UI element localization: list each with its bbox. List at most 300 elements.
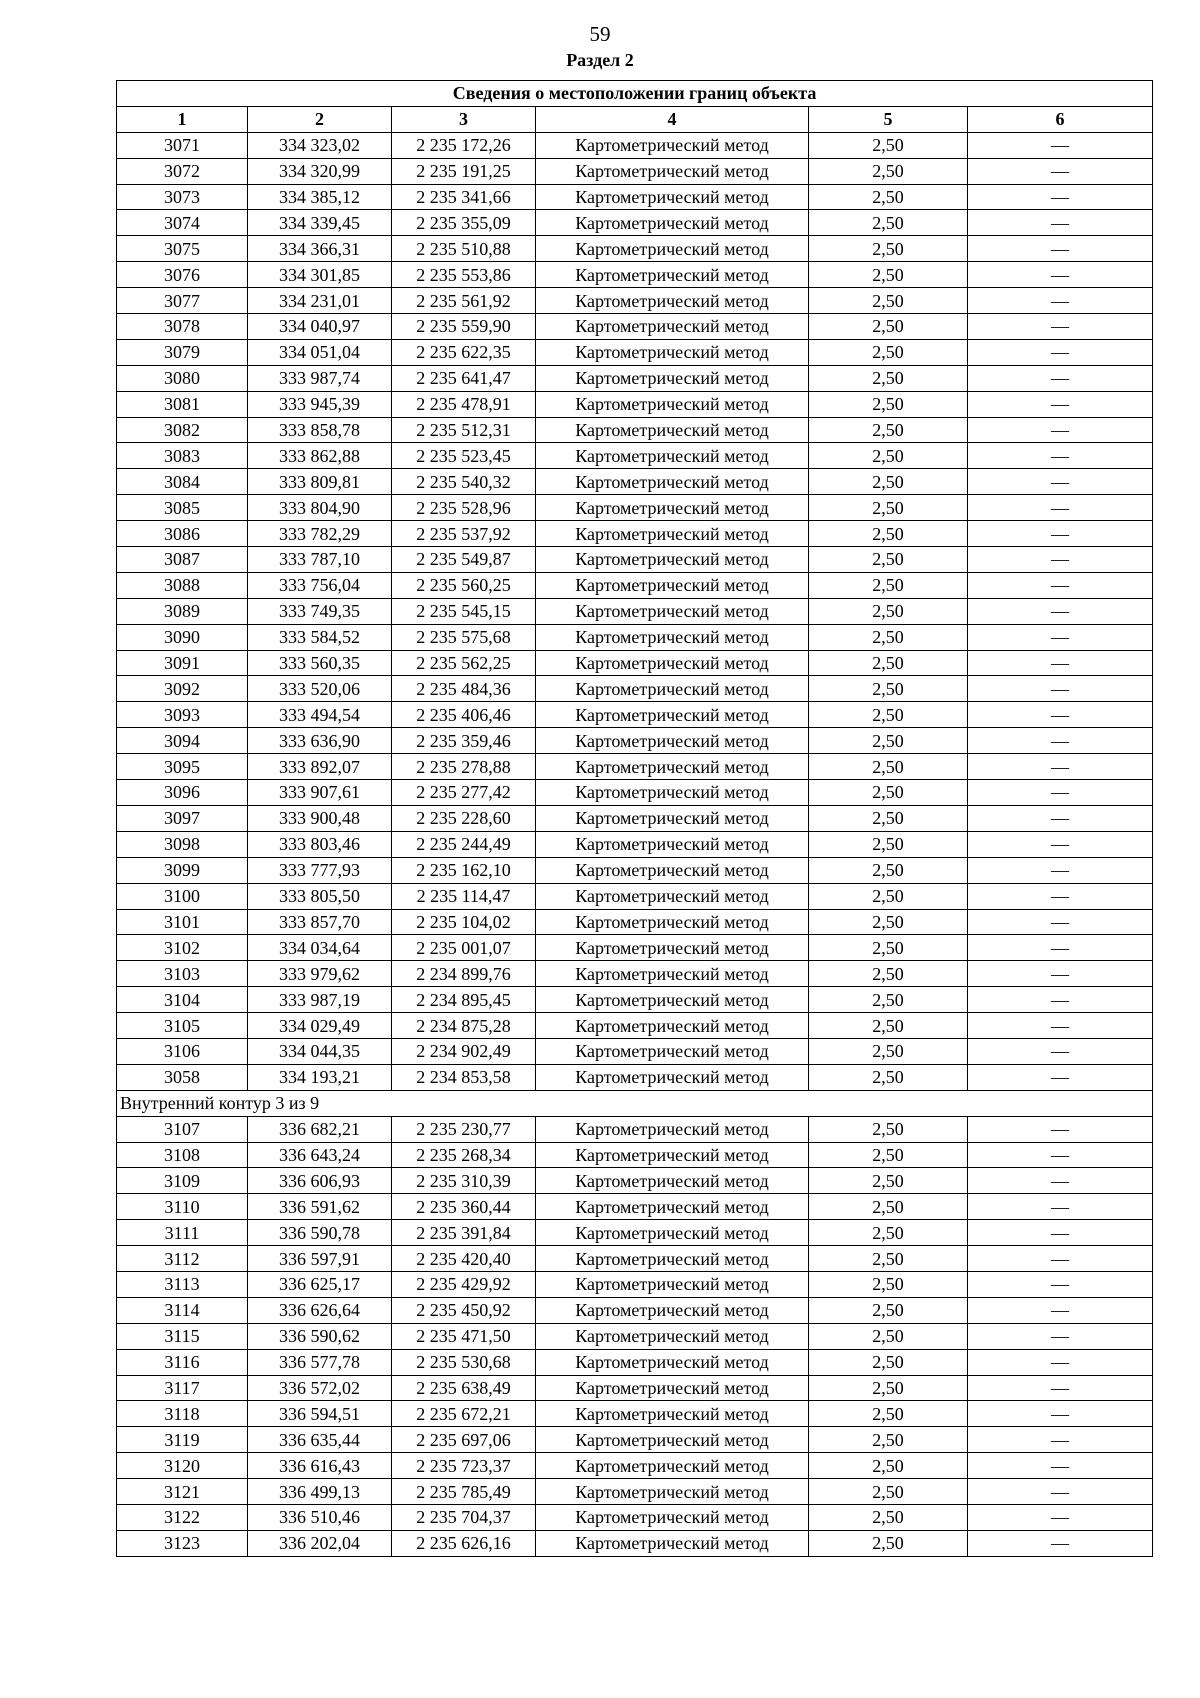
y-coordinate-cell: 2 235 114,47	[392, 883, 536, 909]
table-row	[117, 314, 1153, 340]
point-number-cell: 3118	[117, 1401, 248, 1427]
table-row	[117, 495, 1153, 521]
table-row	[117, 443, 1153, 469]
point-number-cell: 3107	[117, 1116, 248, 1142]
method-cell: Картометрический метод	[536, 469, 809, 495]
accuracy-cell: 2,50	[809, 831, 968, 857]
y-coordinate-cell: 2 235 672,21	[392, 1401, 536, 1427]
point-number-cell: 3090	[117, 624, 248, 650]
x-coordinate-cell: 334 231,01	[248, 288, 392, 314]
y-coordinate-cell: 2 235 450,92	[392, 1297, 536, 1323]
accuracy-cell: 2,50	[809, 1013, 968, 1039]
description-cell: —	[968, 676, 1153, 702]
table-row	[117, 987, 1153, 1013]
point-number-cell: 3093	[117, 702, 248, 728]
x-coordinate-cell: 334 320,99	[248, 158, 392, 184]
x-coordinate-cell: 333 900,48	[248, 805, 392, 831]
method-cell: Картометрический метод	[536, 288, 809, 314]
y-coordinate-cell: 2 235 622,35	[392, 339, 536, 365]
method-cell: Картометрический метод	[536, 987, 809, 1013]
method-cell: Картометрический метод	[536, 495, 809, 521]
accuracy-cell: 2,50	[809, 1349, 968, 1375]
y-coordinate-cell: 2 235 723,37	[392, 1453, 536, 1479]
accuracy-cell: 2,50	[809, 1323, 968, 1349]
x-coordinate-cell: 334 301,85	[248, 262, 392, 288]
boundary-coordinates-table	[116, 80, 1153, 1557]
table-body	[117, 132, 1153, 1556]
description-cell: —	[968, 210, 1153, 236]
description-cell: —	[968, 184, 1153, 210]
y-coordinate-cell: 2 235 626,16	[392, 1530, 536, 1556]
description-cell: —	[968, 339, 1153, 365]
x-coordinate-cell: 336 591,62	[248, 1194, 392, 1220]
description-cell: —	[968, 1401, 1153, 1427]
accuracy-cell: 2,50	[809, 702, 968, 728]
description-cell: —	[968, 443, 1153, 469]
method-cell: Картометрический метод	[536, 1168, 809, 1194]
accuracy-cell: 2,50	[809, 961, 968, 987]
accuracy-cell: 2,50	[809, 1194, 968, 1220]
table-row	[117, 1349, 1153, 1375]
method-cell: Картометрический метод	[536, 443, 809, 469]
accuracy-cell: 2,50	[809, 1116, 968, 1142]
y-coordinate-cell: 2 234 902,49	[392, 1038, 536, 1064]
accuracy-cell: 2,50	[809, 883, 968, 909]
y-coordinate-cell: 2 235 559,90	[392, 314, 536, 340]
point-number-cell: 3116	[117, 1349, 248, 1375]
method-cell: Картометрический метод	[536, 547, 809, 573]
accuracy-cell: 2,50	[809, 572, 968, 598]
accuracy-cell: 2,50	[809, 987, 968, 1013]
description-cell: —	[968, 1504, 1153, 1530]
y-coordinate-cell: 2 235 553,86	[392, 262, 536, 288]
accuracy-cell: 2,50	[809, 236, 968, 262]
table-caption-row	[117, 81, 1153, 107]
column-header: 4	[536, 106, 809, 132]
table-row	[117, 572, 1153, 598]
description-cell: —	[968, 598, 1153, 624]
accuracy-cell: 2,50	[809, 935, 968, 961]
description-cell: —	[968, 1064, 1153, 1090]
method-cell: Картометрический метод	[536, 365, 809, 391]
x-coordinate-cell: 333 945,39	[248, 391, 392, 417]
description-cell: —	[968, 521, 1153, 547]
y-coordinate-cell: 2 235 191,25	[392, 158, 536, 184]
y-coordinate-cell: 2 235 512,31	[392, 417, 536, 443]
point-number-cell: 3089	[117, 598, 248, 624]
point-number-cell: 3104	[117, 987, 248, 1013]
method-cell: Картометрический метод	[536, 132, 809, 158]
column-header: 2	[248, 106, 392, 132]
y-coordinate-cell: 2 234 853,58	[392, 1064, 536, 1090]
point-number-cell: 3102	[117, 935, 248, 961]
method-cell: Картометрический метод	[536, 780, 809, 806]
description-cell: —	[968, 547, 1153, 573]
description-cell: —	[968, 909, 1153, 935]
point-number-cell: 3095	[117, 754, 248, 780]
table-row	[117, 469, 1153, 495]
method-cell: Картометрический метод	[536, 1504, 809, 1530]
y-coordinate-cell: 2 235 278,88	[392, 754, 536, 780]
x-coordinate-cell: 333 782,29	[248, 521, 392, 547]
point-number-cell: 3100	[117, 883, 248, 909]
x-coordinate-cell: 334 040,97	[248, 314, 392, 340]
point-number-cell: 3072	[117, 158, 248, 184]
description-cell: —	[968, 1246, 1153, 1272]
point-number-cell: 3105	[117, 1013, 248, 1039]
y-coordinate-cell: 2 235 277,42	[392, 780, 536, 806]
method-cell: Картометрический метод	[536, 262, 809, 288]
y-coordinate-cell: 2 235 484,36	[392, 676, 536, 702]
method-cell: Картометрический метод	[536, 857, 809, 883]
y-coordinate-cell: 2 235 355,09	[392, 210, 536, 236]
accuracy-cell: 2,50	[809, 1427, 968, 1453]
section-title: Раздел 2	[566, 50, 634, 70]
description-cell: —	[968, 236, 1153, 262]
accuracy-cell: 2,50	[809, 805, 968, 831]
x-coordinate-cell: 334 385,12	[248, 184, 392, 210]
y-coordinate-cell: 2 235 540,32	[392, 469, 536, 495]
column-number-row	[117, 106, 1153, 132]
description-cell: —	[968, 1479, 1153, 1505]
method-cell: Картометрический метод	[536, 598, 809, 624]
contour-label: Внутренний контур 3 из 9	[117, 1090, 1153, 1116]
point-number-cell: 3080	[117, 365, 248, 391]
method-cell: Картометрический метод	[536, 1323, 809, 1349]
x-coordinate-cell: 333 636,90	[248, 728, 392, 754]
method-cell: Картометрический метод	[536, 391, 809, 417]
y-coordinate-cell: 2 235 545,15	[392, 598, 536, 624]
x-coordinate-cell: 334 029,49	[248, 1013, 392, 1039]
table-row	[117, 702, 1153, 728]
y-coordinate-cell: 2 235 001,07	[392, 935, 536, 961]
description-cell: —	[968, 1349, 1153, 1375]
x-coordinate-cell: 333 987,19	[248, 987, 392, 1013]
x-coordinate-cell: 334 323,02	[248, 132, 392, 158]
x-coordinate-cell: 336 682,21	[248, 1116, 392, 1142]
y-coordinate-cell: 2 235 478,91	[392, 391, 536, 417]
table-row	[117, 961, 1153, 987]
y-coordinate-cell: 2 235 310,39	[392, 1168, 536, 1194]
accuracy-cell: 2,50	[809, 728, 968, 754]
method-cell: Картометрический метод	[536, 961, 809, 987]
point-number-cell: 3058	[117, 1064, 248, 1090]
accuracy-cell: 2,50	[809, 417, 968, 443]
point-number-cell: 3103	[117, 961, 248, 987]
table-row	[117, 780, 1153, 806]
description-cell: —	[968, 1220, 1153, 1246]
accuracy-cell: 2,50	[809, 339, 968, 365]
description-cell: —	[968, 780, 1153, 806]
table-row	[117, 1220, 1153, 1246]
y-coordinate-cell: 2 235 104,02	[392, 909, 536, 935]
description-cell: —	[968, 624, 1153, 650]
y-coordinate-cell: 2 235 641,47	[392, 365, 536, 391]
point-number-cell: 3097	[117, 805, 248, 831]
point-number-cell: 3094	[117, 728, 248, 754]
table-row	[117, 909, 1153, 935]
y-coordinate-cell: 2 235 537,92	[392, 521, 536, 547]
y-coordinate-cell: 2 235 575,68	[392, 624, 536, 650]
table-row	[117, 935, 1153, 961]
point-number-cell: 3119	[117, 1427, 248, 1453]
method-cell: Картометрический метод	[536, 339, 809, 365]
table-row	[117, 1401, 1153, 1427]
table-row	[117, 1142, 1153, 1168]
column-header: 1	[117, 106, 248, 132]
accuracy-cell: 2,50	[809, 1453, 968, 1479]
x-coordinate-cell: 336 643,24	[248, 1142, 392, 1168]
method-cell: Картометрический метод	[536, 1064, 809, 1090]
point-number-cell: 3110	[117, 1194, 248, 1220]
accuracy-cell: 2,50	[809, 1271, 968, 1297]
method-cell: Картометрический метод	[536, 728, 809, 754]
table-row	[117, 1297, 1153, 1323]
y-coordinate-cell: 2 235 638,49	[392, 1375, 536, 1401]
point-number-cell: 3084	[117, 469, 248, 495]
description-cell: —	[968, 495, 1153, 521]
method-cell: Картометрический метод	[536, 1479, 809, 1505]
description-cell: —	[968, 987, 1153, 1013]
x-coordinate-cell: 336 510,46	[248, 1504, 392, 1530]
x-coordinate-cell: 336 577,78	[248, 1349, 392, 1375]
y-coordinate-cell: 2 235 228,60	[392, 805, 536, 831]
accuracy-cell: 2,50	[809, 288, 968, 314]
description-cell: —	[968, 1323, 1153, 1349]
y-coordinate-cell: 2 234 895,45	[392, 987, 536, 1013]
description-cell: —	[968, 831, 1153, 857]
y-coordinate-cell: 2 235 359,46	[392, 728, 536, 754]
point-number-cell: 3087	[117, 547, 248, 573]
table-row	[117, 1168, 1153, 1194]
y-coordinate-cell: 2 235 406,46	[392, 702, 536, 728]
table-row	[117, 1246, 1153, 1272]
point-number-cell: 3111	[117, 1220, 248, 1246]
method-cell: Картометрический метод	[536, 1401, 809, 1427]
y-coordinate-cell: 2 235 471,50	[392, 1323, 536, 1349]
method-cell: Картометрический метод	[536, 702, 809, 728]
table-row	[117, 1323, 1153, 1349]
x-coordinate-cell: 333 803,46	[248, 831, 392, 857]
description-cell: —	[968, 391, 1153, 417]
point-number-cell: 3096	[117, 780, 248, 806]
point-number-cell: 3082	[117, 417, 248, 443]
column-header: 5	[809, 106, 968, 132]
x-coordinate-cell: 333 560,35	[248, 650, 392, 676]
method-cell: Картометрический метод	[536, 754, 809, 780]
contour-row	[117, 1090, 1153, 1116]
column-header: 3	[392, 106, 536, 132]
description-cell: —	[968, 1194, 1153, 1220]
method-cell: Картометрический метод	[536, 1453, 809, 1479]
accuracy-cell: 2,50	[809, 314, 968, 340]
description-cell: —	[968, 262, 1153, 288]
accuracy-cell: 2,50	[809, 443, 968, 469]
x-coordinate-cell: 333 494,54	[248, 702, 392, 728]
accuracy-cell: 2,50	[809, 1064, 968, 1090]
x-coordinate-cell: 333 857,70	[248, 909, 392, 935]
point-number-cell: 3075	[117, 236, 248, 262]
method-cell: Картометрический метод	[536, 624, 809, 650]
y-coordinate-cell: 2 235 704,37	[392, 1504, 536, 1530]
accuracy-cell: 2,50	[809, 132, 968, 158]
table-row	[117, 754, 1153, 780]
table-caption: Сведения о местоположении границ объекта	[117, 81, 1153, 107]
table-row	[117, 650, 1153, 676]
table-row	[117, 210, 1153, 236]
table-row	[117, 339, 1153, 365]
method-cell: Картометрический метод	[536, 1142, 809, 1168]
x-coordinate-cell: 333 809,81	[248, 469, 392, 495]
method-cell: Картометрический метод	[536, 572, 809, 598]
point-number-cell: 3081	[117, 391, 248, 417]
point-number-cell: 3086	[117, 521, 248, 547]
x-coordinate-cell: 333 520,06	[248, 676, 392, 702]
y-coordinate-cell: 2 234 899,76	[392, 961, 536, 987]
table-row	[117, 676, 1153, 702]
y-coordinate-cell: 2 234 875,28	[392, 1013, 536, 1039]
description-cell: —	[968, 365, 1153, 391]
accuracy-cell: 2,50	[809, 1246, 968, 1272]
x-coordinate-cell: 334 044,35	[248, 1038, 392, 1064]
point-number-cell: 3079	[117, 339, 248, 365]
description-cell: —	[968, 132, 1153, 158]
description-cell: —	[968, 469, 1153, 495]
table-row	[117, 1504, 1153, 1530]
description-cell: —	[968, 1013, 1153, 1039]
accuracy-cell: 2,50	[809, 676, 968, 702]
description-cell: —	[968, 1297, 1153, 1323]
table-row	[117, 1038, 1153, 1064]
x-coordinate-cell: 333 862,88	[248, 443, 392, 469]
table-row	[117, 1530, 1153, 1556]
table-row	[117, 1194, 1153, 1220]
accuracy-cell: 2,50	[809, 1401, 968, 1427]
description-cell: —	[968, 1116, 1153, 1142]
y-coordinate-cell: 2 235 510,88	[392, 236, 536, 262]
accuracy-cell: 2,50	[809, 1504, 968, 1530]
y-coordinate-cell: 2 235 420,40	[392, 1246, 536, 1272]
method-cell: Картометрический метод	[536, 158, 809, 184]
point-number-cell: 3091	[117, 650, 248, 676]
table-row	[117, 184, 1153, 210]
method-cell: Картометрический метод	[536, 184, 809, 210]
point-number-cell: 3112	[117, 1246, 248, 1272]
point-number-cell: 3109	[117, 1168, 248, 1194]
accuracy-cell: 2,50	[809, 184, 968, 210]
table-row	[117, 728, 1153, 754]
x-coordinate-cell: 336 635,44	[248, 1427, 392, 1453]
table-row	[117, 1116, 1153, 1142]
table-row	[117, 1271, 1153, 1297]
point-number-cell: 3074	[117, 210, 248, 236]
point-number-cell: 3120	[117, 1453, 248, 1479]
description-cell: —	[968, 961, 1153, 987]
point-number-cell: 3101	[117, 909, 248, 935]
table-row	[117, 1453, 1153, 1479]
y-coordinate-cell: 2 235 429,92	[392, 1271, 536, 1297]
accuracy-cell: 2,50	[809, 469, 968, 495]
page-number: 59	[589, 22, 611, 46]
table-row	[117, 391, 1153, 417]
column-header: 6	[968, 106, 1153, 132]
point-number-cell: 3117	[117, 1375, 248, 1401]
y-coordinate-cell: 2 235 561,92	[392, 288, 536, 314]
x-coordinate-cell: 334 051,04	[248, 339, 392, 365]
accuracy-cell: 2,50	[809, 598, 968, 624]
x-coordinate-cell: 333 907,61	[248, 780, 392, 806]
x-coordinate-cell: 333 584,52	[248, 624, 392, 650]
accuracy-cell: 2,50	[809, 754, 968, 780]
method-cell: Картометрический метод	[536, 521, 809, 547]
table-row	[117, 805, 1153, 831]
description-cell: —	[968, 650, 1153, 676]
method-cell: Картометрический метод	[536, 1271, 809, 1297]
point-number-cell: 3098	[117, 831, 248, 857]
x-coordinate-cell: 334 193,21	[248, 1064, 392, 1090]
accuracy-cell: 2,50	[809, 1297, 968, 1323]
description-cell: —	[968, 728, 1153, 754]
description-cell: —	[968, 1168, 1153, 1194]
description-cell: —	[968, 288, 1153, 314]
y-coordinate-cell: 2 235 172,26	[392, 132, 536, 158]
point-number-cell: 3121	[117, 1479, 248, 1505]
y-coordinate-cell: 2 235 341,66	[392, 184, 536, 210]
description-cell: —	[968, 572, 1153, 598]
point-number-cell: 3099	[117, 857, 248, 883]
description-cell: —	[968, 1530, 1153, 1556]
description-cell: —	[968, 935, 1153, 961]
description-cell: —	[968, 857, 1153, 883]
description-cell: —	[968, 754, 1153, 780]
method-cell: Картометрический метод	[536, 650, 809, 676]
y-coordinate-cell: 2 235 562,25	[392, 650, 536, 676]
x-coordinate-cell: 334 034,64	[248, 935, 392, 961]
y-coordinate-cell: 2 235 391,84	[392, 1220, 536, 1246]
y-coordinate-cell: 2 235 162,10	[392, 857, 536, 883]
x-coordinate-cell: 336 590,78	[248, 1220, 392, 1246]
accuracy-cell: 2,50	[809, 521, 968, 547]
method-cell: Картометрический метод	[536, 417, 809, 443]
y-coordinate-cell: 2 235 268,34	[392, 1142, 536, 1168]
accuracy-cell: 2,50	[809, 650, 968, 676]
accuracy-cell: 2,50	[809, 365, 968, 391]
y-coordinate-cell: 2 235 523,45	[392, 443, 536, 469]
accuracy-cell: 2,50	[809, 210, 968, 236]
y-coordinate-cell: 2 235 785,49	[392, 1479, 536, 1505]
method-cell: Картометрический метод	[536, 935, 809, 961]
x-coordinate-cell: 333 787,10	[248, 547, 392, 573]
y-coordinate-cell: 2 235 244,49	[392, 831, 536, 857]
method-cell: Картометрический метод	[536, 236, 809, 262]
x-coordinate-cell: 336 626,64	[248, 1297, 392, 1323]
description-cell: —	[968, 805, 1153, 831]
x-coordinate-cell: 334 339,45	[248, 210, 392, 236]
method-cell: Картометрический метод	[536, 1013, 809, 1039]
table-row	[117, 1375, 1153, 1401]
method-cell: Картометрический метод	[536, 1038, 809, 1064]
point-number-cell: 3114	[117, 1297, 248, 1323]
description-cell: —	[968, 1038, 1153, 1064]
point-number-cell: 3092	[117, 676, 248, 702]
x-coordinate-cell: 333 979,62	[248, 961, 392, 987]
x-coordinate-cell: 333 777,93	[248, 857, 392, 883]
accuracy-cell: 2,50	[809, 857, 968, 883]
point-number-cell: 3106	[117, 1038, 248, 1064]
accuracy-cell: 2,50	[809, 1530, 968, 1556]
x-coordinate-cell: 333 892,07	[248, 754, 392, 780]
method-cell: Картометрический метод	[536, 1427, 809, 1453]
